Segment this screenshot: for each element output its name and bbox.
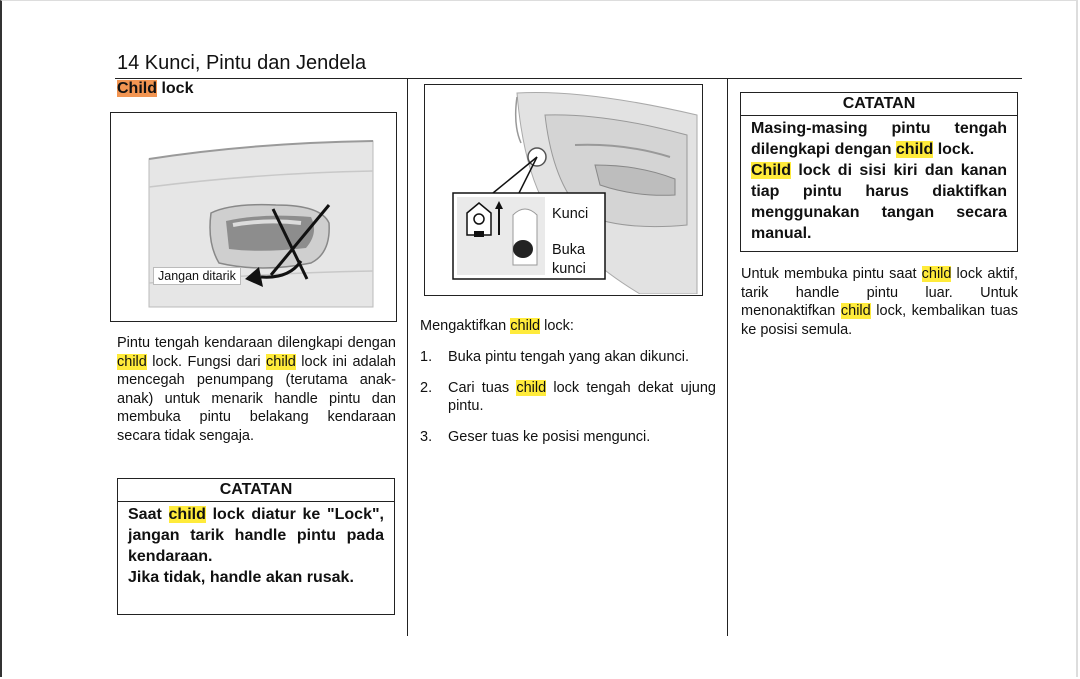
door-handle-illustration (111, 113, 395, 320)
steps-list (420, 348, 716, 458)
header-rule (115, 78, 1022, 79)
col1-paragraph: Pintu tengah kendaraan dilengkapi dengan child lock. Fungsi dari child lock ini adalah mencegah penumpang (terutama anak-anak) untuk menarik handle pintu dan membuka pintu belakang kendaraan secara tidak sengaja. (117, 335, 396, 444)
col3-paragraph: Untuk membuka pintu saat child lock aktif, tarik handle pintu luar. Untuk menonaktifkan child lock, kembalikan tuas ke posisi semula. (741, 266, 1018, 338)
column-divider-1 (407, 79, 408, 636)
catatan-note-1 (117, 478, 395, 615)
note-heading: CATATAN (741, 93, 1017, 116)
door-handle-figure (110, 112, 397, 322)
note-body: Masing-masing pintu tengah dilengkapi dengan child lock. Child lock di sisi kiri dan kanan tiap pintu harus diaktifkan menggunakan tangan secara manual. (751, 120, 1007, 242)
column-divider-2 (727, 79, 728, 636)
catatan-note-2 (740, 92, 1018, 252)
figure-label-jangan-ditarik: Jangan ditarik (153, 267, 241, 285)
figure-label-kunci: Kunci (552, 206, 589, 222)
note-heading: CATATAN (118, 479, 394, 502)
list-item: 1. Buka pintu tengah yang akan dikunci. (420, 349, 690, 365)
list-item: 3. Geser tuas ke posisi mengunci. (420, 428, 651, 445)
child-lock-lever-figure (424, 84, 703, 296)
col2-intro: Mengaktifkan child lock: (420, 318, 574, 334)
figure-label-kunci-2: kunci (552, 261, 586, 277)
note-body: Saat child lock diatur ke "Lock", jangan tarik handle pintu pada kendaraan. Jika tidak, handle akan rusak. (128, 506, 384, 586)
section-title: Child lock (117, 80, 194, 97)
page-title: 14 Kunci, Pintu dan Jendela (117, 52, 367, 74)
figure-label-buka: Buka (552, 242, 586, 258)
list-item: 2. Cari tuas child lock tengah dekat ujung pintu. (420, 379, 716, 415)
